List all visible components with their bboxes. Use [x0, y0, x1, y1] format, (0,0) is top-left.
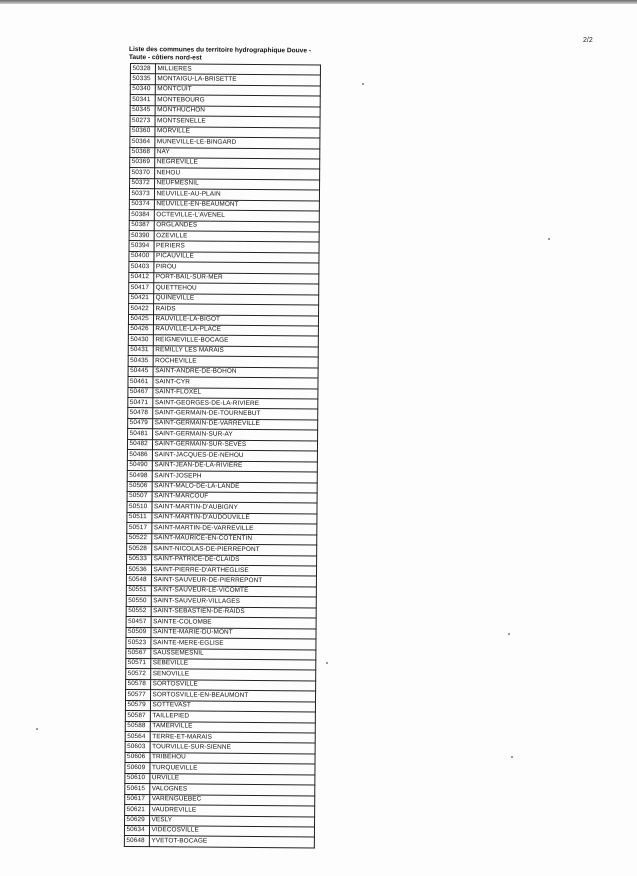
- commune-code: 50328: [130, 64, 155, 75]
- commune-code: 50610: [125, 773, 150, 784]
- commune-code: 50425: [128, 314, 153, 325]
- commune-code: 50372: [130, 178, 155, 189]
- commune-name: SAINT-GERMAIN-SUR-SEVES: [152, 439, 317, 451]
- commune-code: 50374: [129, 199, 154, 210]
- commune-name: SAINT-JEAN-DE-LA-RIVIERE: [152, 460, 317, 472]
- communes-table-body: [124, 64, 320, 848]
- commune-code: 50273: [130, 116, 155, 127]
- commune-code: 50345: [130, 105, 155, 116]
- commune-name: SAINT-GERMAIN-SUR-AY: [153, 429, 318, 441]
- commune-name: SAINT-NICOLAS-DE-PIERREPONT: [152, 544, 317, 556]
- commune-code: 50522: [127, 533, 152, 544]
- commune-name: TAMERVILLE: [150, 721, 315, 733]
- commune-code: 50528: [127, 544, 152, 555]
- commune-name: VIDECOSVILLE: [149, 826, 314, 838]
- commune-name: NEHOU: [155, 168, 320, 180]
- commune-code: 50340: [130, 84, 155, 95]
- list-title: Liste des communes du territoire hydrographique Douve - Taute - côtiers nord-est: [128, 46, 312, 62]
- commune-code: 50509: [126, 627, 151, 638]
- commune-code: 50648: [124, 836, 149, 847]
- commune-name: YVETOT-BOCAGE: [149, 836, 314, 848]
- commune-code: 50498: [127, 471, 152, 482]
- scan-speck: [511, 756, 513, 758]
- scan-speck: [36, 728, 38, 730]
- commune-code: 50368: [130, 147, 155, 158]
- commune-name: SORTOSVILLE: [151, 679, 316, 691]
- commune-name: RAIDS: [154, 304, 319, 316]
- commune-code: 50506: [127, 481, 152, 492]
- commune-code: 50572: [126, 669, 151, 680]
- commune-code: 50422: [129, 304, 154, 315]
- commune-name: MONTHUCHON: [155, 105, 320, 117]
- commune-name: MILLIERES: [155, 64, 320, 76]
- commune-name: SAINT-MAURICE-EN-COTENTIN: [152, 533, 317, 545]
- commune-name: SAINTE-MERE-EGLISE: [151, 638, 316, 650]
- commune-name: MUNEVILLE-LE-BINGARD: [155, 137, 320, 149]
- commune-name: MONTSENELLE: [155, 116, 320, 128]
- commune-name: MONTEBOURG: [155, 95, 320, 107]
- commune-name: SAINT-MARTIN-DE-VARREVILLE: [152, 523, 317, 535]
- commune-code: 50621: [125, 805, 150, 816]
- commune-name: SAINT-MALO-DE-LA-LANDE: [152, 481, 317, 493]
- table-row: [124, 836, 314, 848]
- commune-name: TERRE-ET-MARAIS: [150, 732, 315, 744]
- commune-code: 50629: [125, 815, 150, 826]
- commune-code: 50517: [127, 523, 152, 534]
- commune-name: RAUVILLE-LA-PLACE: [153, 325, 318, 337]
- commune-code: 50578: [126, 679, 151, 690]
- commune-code: 50417: [129, 283, 154, 294]
- commune-code: 50400: [129, 251, 154, 262]
- commune-name: URVILLE: [150, 773, 315, 785]
- commune-code: 50634: [124, 825, 149, 836]
- commune-name: NEUVILLE-AU-PLAIN: [154, 189, 319, 201]
- commune-name: SAINT-SAUVEUR-LE-VICOMTE: [151, 586, 316, 598]
- commune-code: 50360: [130, 126, 155, 137]
- commune-code: 50533: [127, 554, 152, 565]
- commune-name: SAINT-GEORGES-DE-LA-RIVIERE: [153, 398, 318, 410]
- commune-name: VALOGNES: [150, 784, 315, 796]
- commune-code: 50479: [128, 418, 153, 429]
- commune-name: TRIBEHOU: [150, 753, 315, 765]
- commune-code: 50457: [126, 617, 151, 628]
- commune-name: SAINT-GERMAIN-DE-TOURNEBUT: [153, 408, 318, 420]
- commune-name: SEBEVILLE: [151, 659, 316, 671]
- commune-name: TAILLEPIED: [150, 711, 315, 723]
- commune-code: 50603: [125, 742, 150, 753]
- commune-name: SAINTE-COLOMBE: [151, 617, 316, 629]
- commune-code: 50609: [125, 763, 150, 774]
- commune-name: SAINT-CYR: [153, 377, 318, 389]
- commune-code: 50445: [128, 366, 153, 377]
- communes-table: [124, 63, 321, 848]
- commune-name: OZEVILLE: [154, 231, 319, 243]
- commune-code: 50467: [128, 387, 153, 398]
- commune-code: 50571: [126, 658, 151, 669]
- commune-code: 50567: [126, 648, 151, 659]
- scan-speck: [362, 83, 364, 85]
- commune-name: MONTAIGU-LA-BRISETTE: [155, 74, 320, 86]
- commune-name: REIGNEVILLE-BOCAGE: [153, 335, 318, 347]
- scan-top-edge: [0, 0, 637, 4]
- page-number: 2/2: [583, 37, 593, 44]
- commune-code: 50564: [125, 731, 150, 742]
- commune-name: SORTOSVILLE-EN-BEAUMONT: [150, 690, 315, 702]
- commune-name: TOURVILLE-SUR-SIENNE: [150, 742, 315, 754]
- commune-code: 50461: [128, 377, 153, 388]
- commune-code: 50536: [126, 564, 151, 575]
- commune-code: 50412: [129, 272, 154, 283]
- commune-code: 50490: [127, 460, 152, 471]
- commune-name: MONTCUIT: [155, 85, 320, 97]
- commune-name: QUETTEHOU: [154, 283, 319, 295]
- commune-code: 50552: [126, 606, 151, 617]
- commune-name: ROCHEVILLE: [153, 356, 318, 368]
- commune-code: 50478: [128, 408, 153, 419]
- commune-code: 50471: [128, 397, 153, 408]
- commune-name: RAUVILLE-LA-BIGOT: [153, 314, 318, 326]
- commune-name: NEUFMESNIL: [155, 179, 320, 191]
- commune-code: 50384: [129, 210, 154, 221]
- commune-name: SAINTE-MARIE-DU-MONT: [151, 627, 316, 639]
- commune-code: 50486: [127, 450, 152, 461]
- commune-name: SAINT-MARTIN-D'AUBIGNY: [152, 502, 317, 514]
- commune-code: 50369: [130, 157, 155, 168]
- commune-name: PERIERS: [154, 241, 319, 253]
- commune-name: ORGLANDES: [154, 220, 319, 232]
- commune-code: 50370: [130, 168, 155, 179]
- commune-code: 50435: [128, 356, 153, 367]
- commune-code: 50373: [129, 189, 154, 200]
- commune-code: 50394: [129, 241, 154, 252]
- commune-code: 50588: [125, 721, 150, 732]
- commune-code: 50551: [126, 585, 151, 596]
- commune-name: SAINT-SEBASTIEN-DE-RAIDS: [151, 606, 316, 618]
- commune-name: VARENGUEBEC: [150, 794, 315, 806]
- commune-code: 50587: [125, 711, 150, 722]
- commune-code: 50548: [126, 575, 151, 586]
- commune-name: VESLY: [150, 815, 315, 827]
- commune-name: QUINEVILLE: [154, 293, 319, 305]
- commune-name: SAINT-ANDRE-DE-BOHON: [153, 366, 318, 378]
- commune-code: 50341: [130, 95, 155, 106]
- commune-name: TURQUEVILLE: [150, 763, 315, 775]
- commune-code: 50403: [129, 262, 154, 273]
- commune-name: OCTEVILLE-L'AVENEL: [154, 210, 319, 222]
- commune-name: VAUDREVILLE: [150, 805, 315, 817]
- scan-speck: [548, 238, 550, 240]
- commune-name: SAINT-SAUVEUR-DE-PIERREPONT: [151, 575, 316, 587]
- commune-code: 50390: [129, 230, 154, 241]
- commune-name: SAINT-MARTIN-D'AUDOUVILLE: [152, 512, 317, 524]
- commune-code: 50481: [128, 429, 153, 440]
- commune-code: 50606: [125, 752, 150, 763]
- commune-code: 50523: [126, 638, 151, 649]
- commune-name: NEGREVILLE: [155, 158, 320, 170]
- commune-name: SENOVILLE: [151, 669, 316, 681]
- commune-code: 50577: [125, 690, 150, 701]
- commune-code: 50387: [129, 220, 154, 231]
- commune-name: NAY: [155, 147, 320, 159]
- commune-code: 50431: [128, 345, 153, 356]
- commune-name: PIROU: [154, 262, 319, 274]
- commune-code: 50426: [128, 324, 153, 335]
- commune-name: MORVILLE: [155, 126, 320, 138]
- commune-name: SAINT-PATRICE-DE-CLAIDS: [152, 554, 317, 566]
- scan-speck: [508, 633, 510, 635]
- commune-name: SAINT-JOSEPH: [152, 471, 317, 483]
- commune-code: 50550: [126, 596, 151, 607]
- commune-name: NEUVILLE-EN-BEAUMONT: [154, 199, 319, 211]
- commune-name: REMILLY LES MARAIS: [153, 346, 318, 358]
- commune-code: 50482: [127, 439, 152, 450]
- commune-name: SOTTEVAST: [150, 700, 315, 712]
- commune-code: 50510: [127, 502, 152, 513]
- communes-table-wrapper: [124, 63, 321, 848]
- commune-name: SAINT-PIERRE-D'ARTHEGLISE: [151, 565, 316, 577]
- commune-code: 50421: [129, 293, 154, 304]
- commune-code: 50335: [130, 74, 155, 85]
- commune-code: 50579: [125, 700, 150, 711]
- scan-speck: [326, 662, 328, 664]
- commune-name: SAINT-FLOXEL: [153, 387, 318, 399]
- commune-code: 50507: [127, 491, 152, 502]
- commune-code: 50617: [125, 794, 150, 805]
- commune-name: SAINT-MARCOUF: [152, 492, 317, 504]
- commune-name: SAINT-JACQUES-DE-NEHOU: [152, 450, 317, 462]
- commune-name: PICAUVILLE: [154, 252, 319, 264]
- commune-name: SAUSSEMESNIL: [151, 648, 316, 660]
- commune-name: SAINT-GERMAIN-DE-VARREVILLE: [153, 419, 318, 431]
- commune-name: PORT-BAIL-SUR-MER: [154, 272, 319, 284]
- commune-name: SAINT-SAUVEUR-VILLAGES: [151, 596, 316, 608]
- commune-code: 50615: [125, 784, 150, 795]
- commune-code: 50364: [130, 137, 155, 148]
- commune-code: 50430: [128, 335, 153, 346]
- commune-code: 50511: [127, 512, 152, 523]
